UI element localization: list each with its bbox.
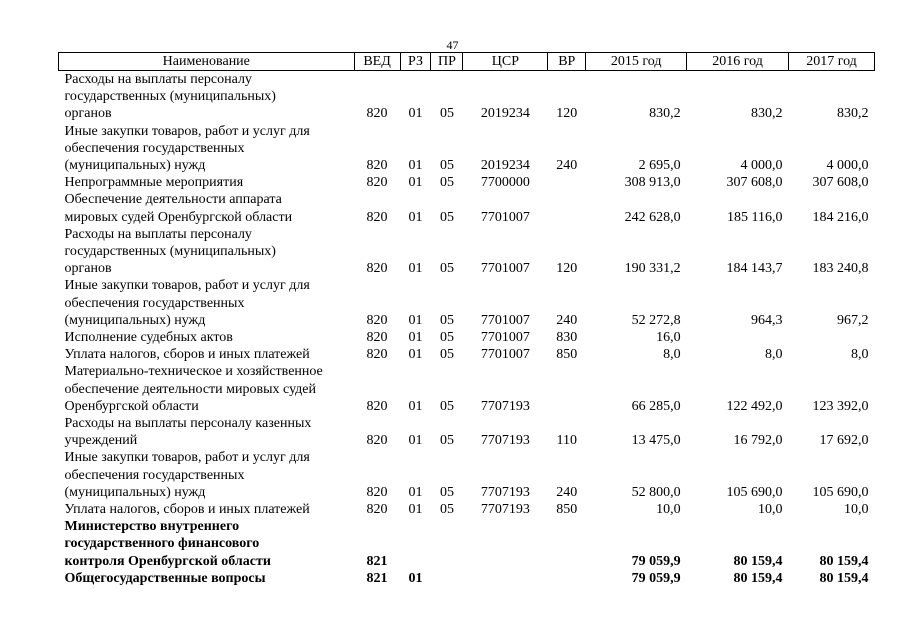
rz-cell: 01 bbox=[408, 158, 423, 174]
pr-cell: 05 bbox=[439, 484, 454, 500]
rz-cell: 01 bbox=[408, 209, 423, 225]
vr-cell: 240 bbox=[556, 158, 578, 174]
vr-cell: 120 bbox=[556, 106, 578, 122]
table-row bbox=[59, 501, 875, 518]
value-2015-cell: 66 285,0 bbox=[631, 398, 681, 414]
csr-cell: 7701007 bbox=[480, 330, 530, 346]
pr-cell: 05 bbox=[439, 158, 454, 174]
value-2017-cell: 830,2 bbox=[837, 106, 869, 122]
ved-cell: 820 bbox=[366, 209, 388, 225]
csr-cell bbox=[463, 570, 548, 587]
value-2017-cell: 307 608,0 bbox=[812, 175, 869, 191]
vr-cell: 830 bbox=[556, 330, 578, 346]
row-name-line: Материально-техническое и хозяйственное bbox=[64, 364, 323, 380]
ved-cell: 821 bbox=[366, 553, 388, 569]
vr-cell: 120 bbox=[556, 261, 578, 277]
ved-cell: 820 bbox=[366, 484, 388, 500]
vr-cell: 850 bbox=[556, 347, 578, 363]
row-name-line: обеспечения государственных bbox=[64, 467, 245, 483]
ved-cell: 820 bbox=[366, 158, 388, 174]
value-2016-cell: 80 159,4 bbox=[733, 553, 783, 569]
table-row bbox=[59, 363, 875, 415]
value-2017-cell: 105 690,0 bbox=[812, 484, 869, 500]
header-vr: ВР bbox=[548, 53, 586, 71]
csr-cell: 7700000 bbox=[480, 175, 530, 191]
pr-cell: 05 bbox=[439, 347, 454, 363]
vr-cell: 110 bbox=[556, 433, 578, 449]
value-2015-cell: 242 628,0 bbox=[624, 209, 681, 225]
ved-cell: 820 bbox=[366, 261, 388, 277]
row-name-line: Уплата налогов, сборов и иных платежей bbox=[64, 502, 310, 518]
row-name-line: Непрограммные мероприятия bbox=[64, 175, 244, 191]
table-row bbox=[59, 329, 875, 346]
budget-table bbox=[58, 52, 875, 587]
value-2017-cell: 184 216,0 bbox=[812, 209, 869, 225]
row-name-cell bbox=[59, 570, 355, 587]
row-name-cell bbox=[59, 277, 355, 329]
row-name-line: обеспечения государственных bbox=[64, 295, 245, 311]
ved-cell: 820 bbox=[366, 312, 388, 328]
header-name: Наименование bbox=[59, 53, 355, 71]
table-row bbox=[59, 277, 875, 329]
row-name-line: (муниципальных) нужд bbox=[64, 312, 206, 328]
row-name-line: (муниципальных) нужд bbox=[64, 484, 206, 500]
row-name-line: Иные закупки товаров, работ и услуг для bbox=[64, 278, 310, 294]
pr-cell: 05 bbox=[439, 398, 454, 414]
value-2016-cell: 8,0 bbox=[765, 347, 783, 363]
pr-cell: 05 bbox=[439, 175, 454, 191]
rz-cell: 01 bbox=[408, 261, 423, 277]
row-name-line: Иные закупки товаров, работ и услуг для bbox=[64, 123, 310, 139]
row-name-cell bbox=[59, 501, 355, 518]
value-2015-cell: 52 800,0 bbox=[631, 484, 681, 500]
row-name-line: государственного финансового bbox=[64, 536, 260, 552]
value-2015-cell: 830,2 bbox=[649, 106, 681, 122]
row-name-cell bbox=[59, 346, 355, 363]
value-2017-cell: 4 000,0 bbox=[826, 158, 869, 174]
row-name-line: Расходы на выплаты персоналу bbox=[64, 72, 252, 87]
row-name-line: органов bbox=[64, 106, 112, 122]
row-name-line: мировых судей Оренбургской области bbox=[64, 209, 293, 225]
pr-cell: 05 bbox=[439, 330, 454, 346]
table-row bbox=[59, 191, 875, 225]
page-number: 47 bbox=[446, 38, 459, 52]
pr-cell bbox=[431, 570, 463, 587]
row-name-line: Исполнение судебных актов bbox=[64, 330, 233, 346]
ved-cell: 820 bbox=[366, 106, 388, 122]
value-2015-cell: 79 059,9 bbox=[631, 570, 681, 586]
value-2017-cell: 80 159,4 bbox=[819, 570, 869, 586]
value-2017-cell: 183 240,8 bbox=[812, 261, 869, 277]
value-2016-cell: 4 000,0 bbox=[740, 158, 783, 174]
row-name-line: Обеспечение деятельности аппарата bbox=[64, 192, 282, 208]
table-row bbox=[59, 518, 875, 570]
csr-cell: 7707193 bbox=[480, 398, 530, 414]
vr-cell bbox=[548, 174, 586, 191]
ved-cell: 820 bbox=[366, 398, 388, 414]
table-row bbox=[59, 174, 875, 191]
header-csr: ЦСР bbox=[463, 53, 548, 71]
pr-cell: 05 bbox=[439, 106, 454, 122]
table-row bbox=[59, 226, 875, 278]
csr-cell: 7701007 bbox=[480, 347, 530, 363]
vr-cell: 240 bbox=[556, 484, 578, 500]
rz-cell: 01 bbox=[408, 433, 423, 449]
row-name-line: учреждений bbox=[64, 433, 138, 449]
value-2016-cell: 10,0 bbox=[758, 502, 783, 518]
value-2015-cell: 2 695,0 bbox=[638, 158, 681, 174]
csr-cell: 7701007 bbox=[480, 312, 530, 328]
row-name-cell bbox=[59, 449, 355, 501]
vr-cell bbox=[548, 363, 586, 415]
pr-cell bbox=[431, 518, 463, 570]
row-name-line: государственных (муниципальных) bbox=[64, 89, 276, 105]
value-2016-cell: 184 143,7 bbox=[726, 261, 783, 277]
value-2016-cell: 80 159,4 bbox=[733, 570, 783, 586]
header-ved: ВЕД bbox=[354, 53, 400, 71]
pr-cell: 05 bbox=[439, 261, 454, 277]
table-row bbox=[59, 449, 875, 501]
table-header-row bbox=[59, 53, 875, 71]
rz-cell: 01 bbox=[408, 502, 423, 518]
value-2015-cell: 79 059,9 bbox=[631, 553, 681, 569]
header-rz: РЗ bbox=[400, 53, 431, 71]
csr-cell: 7707193 bbox=[480, 484, 530, 500]
value-2016-cell: 964,3 bbox=[751, 312, 783, 328]
row-name-line: Общегосударственные вопросы bbox=[64, 570, 266, 586]
value-2017-cell: 123 392,0 bbox=[812, 398, 869, 414]
row-name-line: Иные закупки товаров, работ и услуг для bbox=[64, 450, 310, 466]
table-row bbox=[59, 346, 875, 363]
pr-cell: 05 bbox=[439, 209, 454, 225]
csr-cell: 7707193 bbox=[480, 502, 530, 518]
value-2017-cell: 80 159,4 bbox=[819, 553, 869, 569]
rz-cell: 01 bbox=[408, 398, 423, 414]
rz-cell: 01 bbox=[408, 330, 423, 346]
row-name-cell bbox=[59, 174, 355, 191]
row-name-cell bbox=[59, 363, 355, 415]
value-2015-cell: 308 913,0 bbox=[624, 175, 681, 191]
value-2016-cell: 16 792,0 bbox=[733, 433, 783, 449]
csr-cell: 2019234 bbox=[480, 106, 530, 122]
value-2017-cell: 8,0 bbox=[851, 347, 869, 363]
table-row bbox=[59, 123, 875, 175]
ved-cell: 821 bbox=[366, 570, 388, 586]
csr-cell: 2019234 bbox=[480, 158, 530, 174]
csr-cell: 7707193 bbox=[480, 433, 530, 449]
value-2017-cell: 17 692,0 bbox=[819, 433, 869, 449]
vr-cell bbox=[548, 518, 586, 570]
value-2015-cell: 52 272,8 bbox=[631, 312, 681, 328]
rz-cell: 01 bbox=[408, 347, 423, 363]
row-name-cell bbox=[59, 123, 355, 175]
rz-cell: 01 bbox=[408, 570, 423, 586]
value-2016-cell bbox=[687, 329, 789, 346]
row-name-line: Расходы на выплаты персоналу bbox=[64, 226, 252, 242]
csr-cell: 7701007 bbox=[480, 261, 530, 277]
table-row bbox=[59, 415, 875, 449]
rz-cell: 01 bbox=[408, 484, 423, 500]
ved-cell: 820 bbox=[366, 502, 388, 518]
row-name-line: (муниципальных) нужд bbox=[64, 158, 206, 174]
row-name-cell bbox=[59, 329, 355, 346]
value-2015-cell: 16,0 bbox=[656, 330, 681, 346]
row-name-line: Министерство внутреннего bbox=[64, 519, 240, 535]
row-name-line: органов bbox=[64, 261, 112, 277]
vr-cell bbox=[548, 191, 586, 225]
row-name-cell bbox=[59, 191, 355, 225]
table-row bbox=[59, 570, 875, 587]
value-2015-cell: 10,0 bbox=[656, 502, 681, 518]
csr-cell bbox=[463, 518, 548, 570]
rz-cell: 01 bbox=[408, 106, 423, 122]
row-name-line: Расходы на выплаты персоналу казенных bbox=[64, 416, 312, 432]
rz-cell bbox=[400, 518, 431, 570]
ved-cell: 820 bbox=[366, 175, 388, 191]
value-2016-cell: 185 116,0 bbox=[727, 209, 783, 225]
ved-cell: 820 bbox=[366, 347, 388, 363]
rz-cell: 01 bbox=[408, 175, 423, 191]
pr-cell: 05 bbox=[439, 502, 454, 518]
value-2016-cell: 105 690,0 bbox=[726, 484, 783, 500]
header-year-2015: 2015 год bbox=[586, 53, 687, 71]
pr-cell: 05 bbox=[439, 312, 454, 328]
table-row bbox=[59, 71, 875, 123]
vr-cell bbox=[548, 570, 586, 587]
header-pr: ПР bbox=[431, 53, 463, 71]
row-name-cell bbox=[59, 71, 355, 123]
value-2016-cell: 122 492,0 bbox=[726, 398, 783, 414]
value-2017-cell: 10,0 bbox=[844, 502, 869, 518]
ved-cell: 820 bbox=[366, 433, 388, 449]
row-name-line: контроля Оренбургской области bbox=[64, 553, 271, 569]
vr-cell: 240 bbox=[556, 312, 578, 328]
row-name-line: Оренбургской области bbox=[64, 398, 199, 414]
csr-cell: 7701007 bbox=[480, 209, 530, 225]
value-2015-cell: 190 331,2 bbox=[624, 261, 681, 277]
value-2017-cell: 967,2 bbox=[837, 312, 869, 328]
row-name-cell bbox=[59, 226, 355, 278]
header-year-2016: 2016 год bbox=[687, 53, 789, 71]
vr-cell: 850 bbox=[556, 502, 578, 518]
value-2015-cell: 8,0 bbox=[663, 347, 681, 363]
row-name-line: государственных (муниципальных) bbox=[64, 244, 276, 260]
rz-cell: 01 bbox=[408, 312, 423, 328]
row-name-line: обеспечение деятельности мировых судей bbox=[64, 381, 317, 397]
row-name-line: Уплата налогов, сборов и иных платежей bbox=[64, 347, 310, 363]
header-year-2017: 2017 год bbox=[789, 53, 875, 71]
value-2015-cell: 13 475,0 bbox=[631, 433, 681, 449]
pr-cell: 05 bbox=[439, 433, 454, 449]
row-name-cell bbox=[59, 518, 355, 570]
row-name-line: обеспечения государственных bbox=[64, 140, 245, 156]
value-2016-cell: 830,2 bbox=[751, 106, 783, 122]
row-name-cell bbox=[59, 415, 355, 449]
table-body bbox=[59, 71, 875, 588]
value-2017-cell bbox=[789, 329, 875, 346]
value-2016-cell: 307 608,0 bbox=[726, 175, 783, 191]
ved-cell: 820 bbox=[366, 330, 388, 346]
